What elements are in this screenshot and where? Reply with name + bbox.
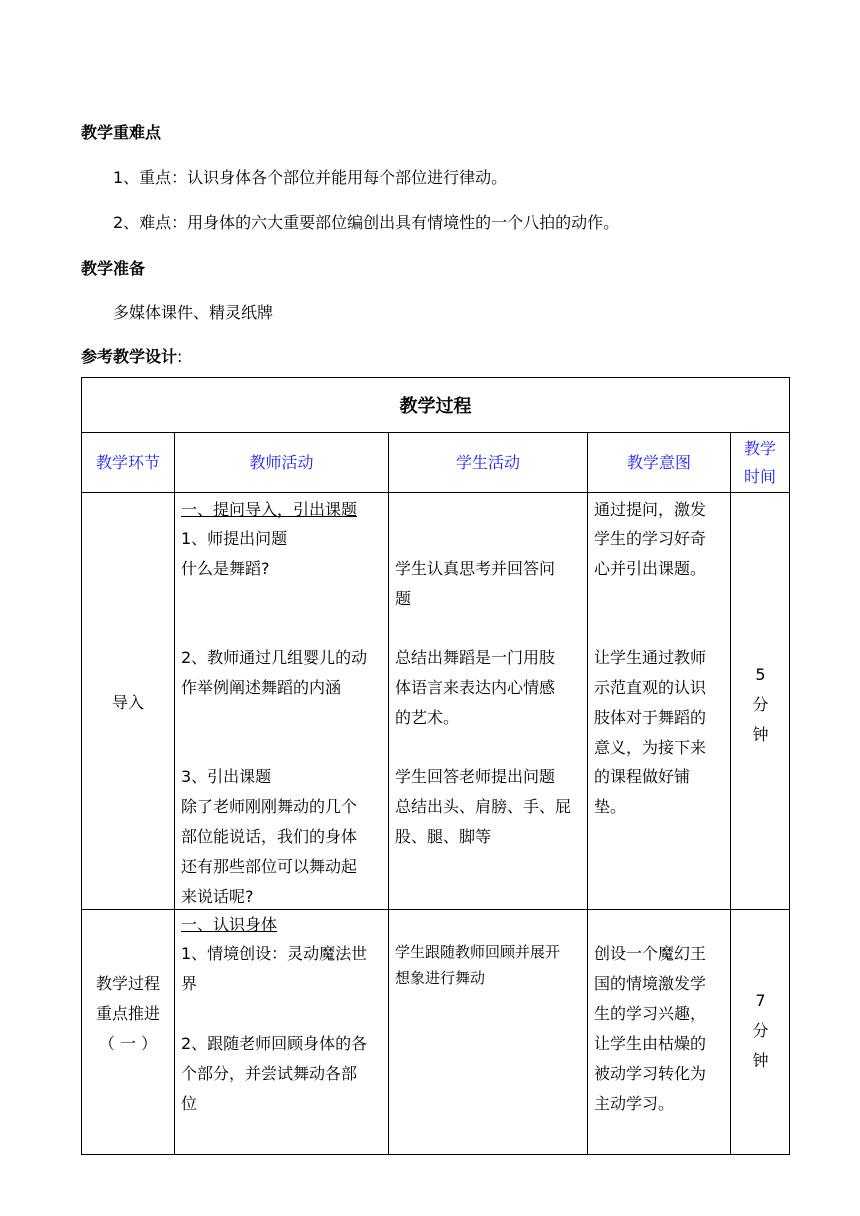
student-line: 股、腿、脚等 bbox=[395, 827, 492, 846]
header-stage: 教学环节 bbox=[82, 433, 175, 493]
teacher-line: 3、引出课题 bbox=[181, 767, 272, 786]
time-number: 7 bbox=[755, 991, 766, 1010]
intent-line: 垫。 bbox=[594, 797, 627, 816]
teacher-line: 一、提问导入，引出课题 bbox=[181, 500, 358, 519]
intent-line: 国的情境激发学 bbox=[594, 974, 707, 993]
header-intent: 教学意图 bbox=[588, 433, 731, 493]
student-line: 体语言来表达内心情感 bbox=[395, 678, 556, 697]
teacher-line: 一、认识身体 bbox=[181, 915, 278, 934]
lesson-plan-table bbox=[81, 377, 790, 1155]
teacher-line: 2、教师通过几组婴儿的动 bbox=[181, 648, 368, 667]
teacher-line: 除了老师刚刚舞动的几个 bbox=[181, 797, 358, 816]
teacher-cell-main bbox=[175, 910, 389, 1155]
stage-line: （ 一 ） bbox=[98, 1034, 158, 1053]
intent-line: 示范直观的认识 bbox=[594, 678, 707, 697]
student-line: 学生跟随教师回顾并展开 bbox=[395, 943, 561, 961]
table-title: 教学过程 bbox=[82, 378, 790, 433]
intent-line: 心并引出课题。 bbox=[594, 559, 707, 578]
header-time bbox=[731, 433, 790, 493]
header-teacher: 教师活动 bbox=[175, 433, 389, 493]
prep-items: 多媒体课件、精灵纸牌 bbox=[113, 303, 274, 322]
teacher-line: 界 bbox=[181, 974, 198, 993]
stage-cell-main bbox=[82, 910, 175, 1155]
intent-line: 生的学习兴趣， bbox=[594, 1004, 707, 1023]
student-cell-main bbox=[389, 910, 588, 1155]
time-unit-1: 分 bbox=[752, 1021, 769, 1040]
key-point: 1、重点：认识身体各个部位并能用每个部位进行律动。 bbox=[113, 168, 508, 187]
intent-cell-main bbox=[588, 910, 731, 1155]
intent-cell-intro bbox=[588, 493, 731, 910]
intent-line: 意义，为接下来 bbox=[594, 738, 707, 757]
stage-line: 教学过程 bbox=[95, 974, 160, 993]
intent-line: 学生的学习好奇 bbox=[594, 529, 707, 548]
stage-line: 重点推进 bbox=[95, 1004, 160, 1023]
intent-line: 让学生通过教师 bbox=[594, 648, 707, 667]
table-row bbox=[82, 493, 790, 910]
intent-line: 的课程做好铺 bbox=[594, 767, 691, 786]
difficult-point: 2、难点：用身体的六大重要部位编创出具有情境性的一个八拍的动作。 bbox=[113, 213, 620, 232]
header-student: 学生活动 bbox=[389, 433, 588, 493]
table-row bbox=[82, 910, 790, 1155]
teacher-line: 什么是舞蹈? bbox=[181, 559, 270, 578]
student-line: 题 bbox=[395, 589, 412, 608]
teacher-line: 还有那些部位可以舞动起 bbox=[181, 857, 358, 876]
student-line: 想象进行舞动 bbox=[395, 969, 486, 987]
student-line: 总结出舞蹈是一门用肢 bbox=[395, 648, 556, 667]
intent-line: 让学生由枯燥的 bbox=[594, 1034, 707, 1053]
teacher-line: 1、情境创设：灵动魔法世 bbox=[181, 944, 368, 963]
teacher-line: 位 bbox=[181, 1094, 198, 1113]
design-heading: 参考教学设计 bbox=[81, 347, 178, 366]
student-line: 学生回答老师提出问题 bbox=[395, 767, 556, 786]
teacher-line: 来说话呢? bbox=[181, 887, 254, 906]
prep-heading: 教学准备 bbox=[81, 259, 146, 278]
time-unit-2: 钟 bbox=[752, 1051, 769, 1070]
intent-line: 主动学习。 bbox=[594, 1094, 675, 1113]
student-cell-intro bbox=[389, 493, 588, 910]
student-line: 学生认真思考并回答问 bbox=[395, 559, 556, 578]
design-heading-colon: : bbox=[177, 347, 183, 366]
time-unit-2: 钟 bbox=[752, 725, 769, 744]
intent-line: 通过提问，激发 bbox=[594, 500, 707, 519]
intent-line: 创设一个魔幻王 bbox=[594, 944, 707, 963]
header-time-line1: 教学 bbox=[744, 438, 777, 458]
teacher-line: 部位能说话，我们的身体 bbox=[181, 827, 358, 846]
time-unit-1: 分 bbox=[752, 695, 769, 714]
teacher-line: 作举例阐述舞蹈的内涵 bbox=[181, 678, 342, 697]
difficulty-heading: 教学重难点 bbox=[81, 123, 162, 142]
table-header-row bbox=[82, 433, 790, 493]
time-cell-main bbox=[731, 910, 790, 1155]
student-line: 总结出头、肩膀、手、屁 bbox=[395, 797, 572, 816]
design-heading-line bbox=[81, 344, 182, 367]
teacher-cell-intro bbox=[175, 493, 389, 910]
teacher-line: 1、师提出问题 bbox=[181, 529, 288, 548]
time-value bbox=[731, 660, 790, 750]
teacher-line: 个部分，并尝试舞动各部 bbox=[181, 1064, 358, 1083]
time-number: 5 bbox=[755, 665, 766, 684]
stage-cell-intro: 导入 bbox=[82, 493, 175, 910]
time-value bbox=[731, 986, 790, 1076]
header-time-line2: 时间 bbox=[744, 466, 777, 486]
teacher-line: 2、跟随老师回顾身体的各 bbox=[181, 1034, 368, 1053]
intent-line: 肢体对于舞蹈的 bbox=[594, 708, 707, 727]
intent-line: 被动学习转化为 bbox=[594, 1064, 707, 1083]
time-cell-intro bbox=[731, 493, 790, 910]
student-line: 的艺术。 bbox=[395, 708, 460, 727]
